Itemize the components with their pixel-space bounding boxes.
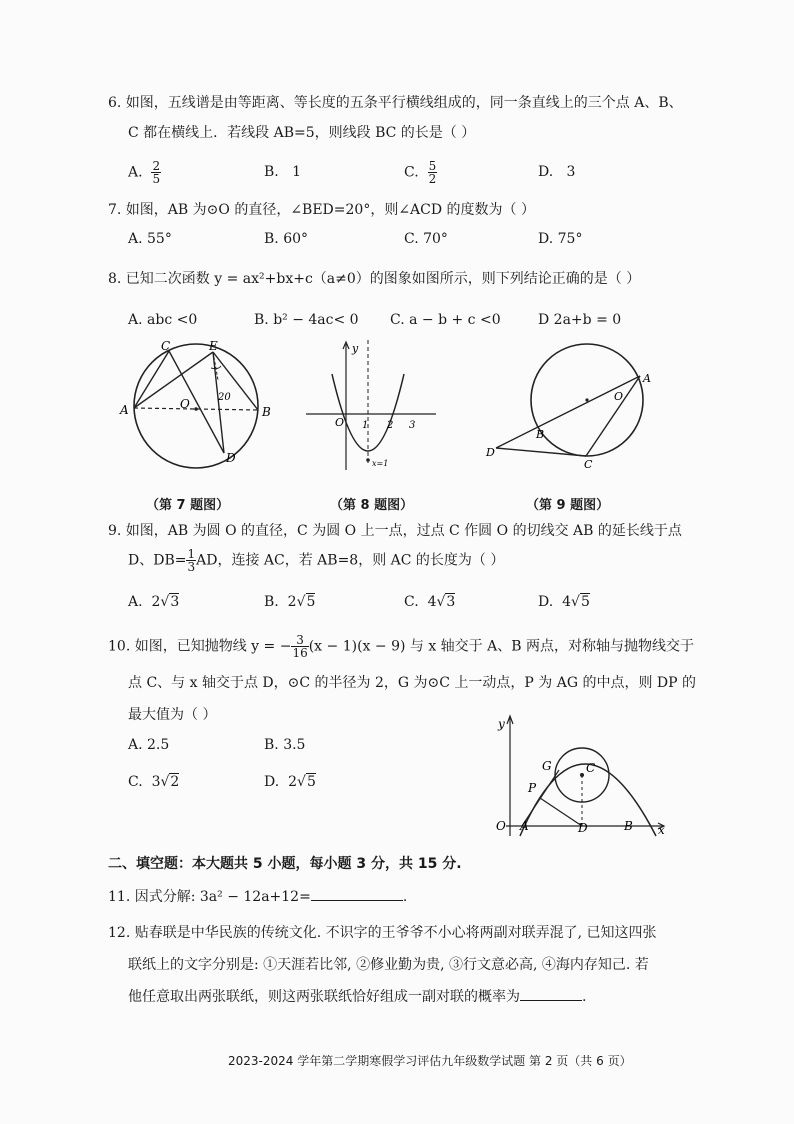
q7-option-a: A. 55° <box>128 231 172 247</box>
figure-8 <box>302 338 442 474</box>
figure-10 <box>492 712 672 840</box>
fig10-label-O: O <box>496 819 506 833</box>
q6-line1: 6. 如图，五线谱是由等距离、等长度的五条平行横线组成的，同一条直线上的三个点 A、B、 <box>108 95 683 111</box>
fig7-label-C: C <box>161 340 171 353</box>
caption-fig8: （第 8 题图） <box>330 498 414 513</box>
q12-line2: 联纸上的文字分别是: ①天涯若比邻, ②修业勤为贵, ③行文意必高, ④海内存知己. 若 <box>128 957 649 973</box>
fig8-label-O: O <box>335 416 345 429</box>
caption-fig7: （第 7 题图） <box>146 498 230 513</box>
q8-line1: 8. 已知二次函数 y = ax²+bx+c（a≠0）的图象如图所示，则下列结论正确的是（ ） <box>108 271 641 287</box>
fig10-label-G: G <box>542 759 552 773</box>
fig7-label-B: B <box>262 405 271 419</box>
caption-fig9: （第 9 题图） <box>526 498 610 513</box>
fig10-label-y: y <box>498 717 505 731</box>
fig10-label-x: x <box>658 823 665 837</box>
q10-line2: 点 C、与 x 轴交于点 D，⊙C 的半径为 2，G 为⊙C 上一动点，P 为 AG 的中点，则 DP 的 <box>128 675 697 691</box>
fig7-label-E: E <box>209 340 218 353</box>
q10-option-b: B. 3.5 <box>264 737 306 753</box>
fig10-label-B: B <box>624 819 633 833</box>
page-footer: 2023-2024 学年第二学期寒假学习评估九年级数学试题 第 2 页（共 6 页） <box>228 1054 632 1068</box>
q7-option-c: C. 70° <box>404 231 448 247</box>
q8-option-d: D 2a+b = 0 <box>538 312 622 328</box>
q10-line1: 10. 如图，已知抛物线 y = − $\frac{3}{16}$ (x − 1)(x − 9) 与 x 轴交于 A、B 两点，对称轴与抛物线交于 <box>108 633 694 660</box>
q12-answer-blank[interactable] <box>520 988 582 1001</box>
fig8-tick-2: 2 <box>387 420 394 431</box>
fig9-label-B: B <box>536 428 545 441</box>
q6-option-a: A. $\frac{2}{5}$ <box>128 159 161 186</box>
q10-option-d: D. 2√5 <box>264 774 316 790</box>
q6-option-b: B. 1 <box>264 164 302 180</box>
q7-line1: 7. 如图，AB 为⊙O 的直径，∠BED=20°，则∠ACD 的度数为（ ） <box>108 202 535 218</box>
q8-option-a: A. abc <0 <box>128 312 198 328</box>
fig8-tick-3: 3 <box>409 420 416 431</box>
fig9-label-O: O <box>614 390 624 403</box>
fig8-label-y: y <box>352 342 359 355</box>
q6-option-d: D. 3 <box>538 164 576 180</box>
fig7-label-A: A <box>120 403 129 417</box>
q12-line1: 12. 贴春联是中华民族的传统文化. 不识字的王爷爷不小心将两副对联弄混了, 已知这四张 <box>108 925 657 941</box>
fig10-label-P: P <box>528 781 537 795</box>
fig8-tick-1: 1 <box>362 420 369 431</box>
fig10-label-A: A <box>520 819 529 833</box>
q12-line3: 他任意取出两张联纸，则这两张联纸恰好组成一副对联的概率为 . <box>128 989 587 1005</box>
q7-option-b: B. 60° <box>264 231 309 247</box>
q9-option-d: D. 4√5 <box>538 594 590 610</box>
q9-option-c: C. 4√3 <box>404 594 456 610</box>
fig7-angle-label: 20 <box>218 392 231 403</box>
q6-line2: C 都在横线上．若线段 AB=5，则线段 BC 的长是（ ） <box>128 125 476 141</box>
fig10-label-C: C <box>586 761 596 775</box>
q9-line2: D、DB= $\frac{1}{3}$ AD，连接 AC，若 AB=8，则 AC 的长度为（ ） <box>128 547 505 574</box>
q9-option-a: A. 2√3 <box>128 594 180 610</box>
q9-option-b: B. 2√5 <box>264 594 316 610</box>
figure-9 <box>480 338 660 472</box>
q10-option-a: A. 2.5 <box>128 737 170 753</box>
q11: 11. 因式分解: 3a² − 12a+12= . <box>108 889 408 905</box>
fig7-label-O: O <box>180 397 190 411</box>
figure-7 <box>118 340 278 474</box>
fig8-axis-label: x=1 <box>372 459 389 468</box>
q9-line1: 9. 如图，AB 为圆 O 的直径，C 为圆 O 上一点，过点 C 作圆 O 的切线交 AB 的延长线于点 <box>108 523 682 539</box>
section-2-heading: 二、填空题：本大题共 5 小题，每小题 3 分，共 15 分. <box>108 856 462 872</box>
q10-line3: 最大值为（ ） <box>128 707 217 723</box>
fig7-label-D: D <box>226 451 236 465</box>
q8-option-b: B. b² − 4ac< 0 <box>254 312 359 328</box>
fig10-label-D: D <box>578 821 588 835</box>
fig9-label-D: D <box>486 446 495 459</box>
q8-option-c: C. a − b + c <0 <box>390 312 501 328</box>
q7-option-d: D. 75° <box>538 231 583 247</box>
fig9-label-A: A <box>643 372 651 385</box>
q6-option-c: C. $\frac{5}{2}$ <box>404 159 437 186</box>
fig9-label-C: C <box>584 458 593 471</box>
q10-option-c: C. 3√2 <box>128 774 180 790</box>
q11-answer-blank[interactable] <box>311 888 403 901</box>
